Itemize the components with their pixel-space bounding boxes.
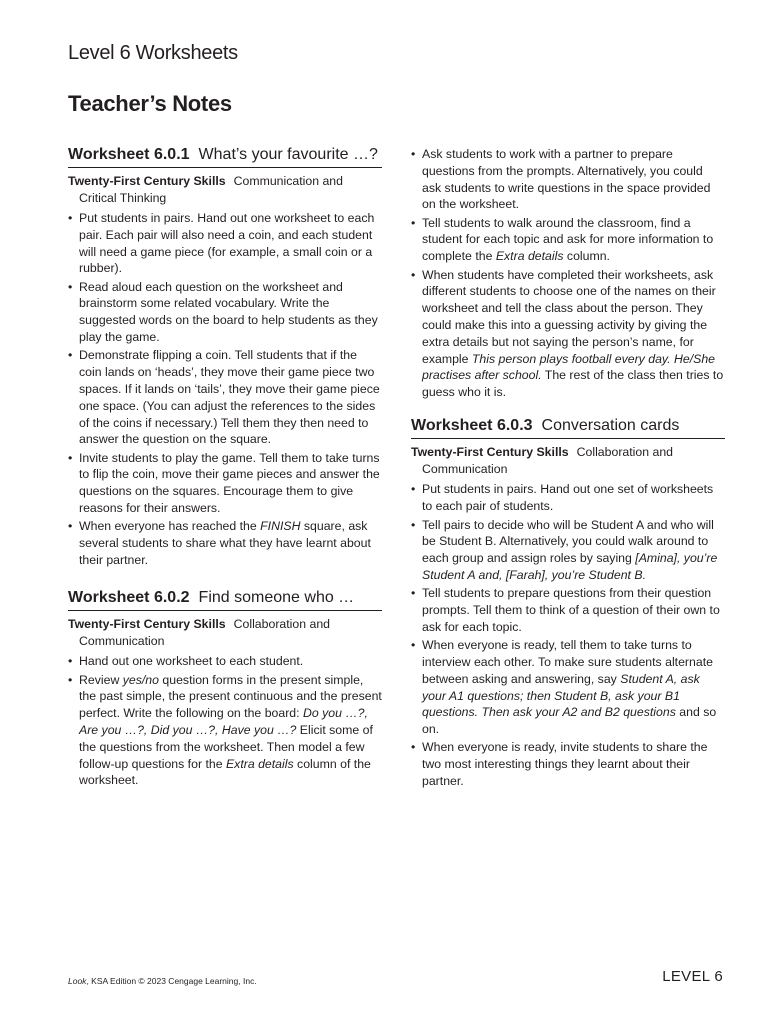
worksheet-title: What’s your favourite …? — [198, 146, 378, 163]
left-column — [68, 145, 382, 791]
text-run: When everyone has reached the — [79, 519, 261, 534]
text-run: When everyone is ready, tell them to take turns to interview each other. To make sure students alternate between asking and answering, say — [422, 638, 713, 686]
text-run: When students have completed their worksheets, ask different students to choose one of the names on their worksheet and tell the class about the person. They could make this into a guessing activity by giving the extra details but not saying the person’s name, for example — [422, 267, 716, 366]
list-item: • Ask students to work with a partner to prepare questions from the prompts. Alternatively, you could ask students to write questions in the space provided on the worksheet. — [411, 146, 725, 213]
skills-label: Twenty-First Century Skills — [68, 617, 226, 632]
text-run: Tell pairs to decide who will be Student A and who will be Student B. Alternatively, you could walk around to each group and assign roles by saying — [422, 517, 714, 566]
instruction-list — [68, 653, 382, 789]
text-run: Tell students to walk around the classroom, find a student for each topic and ask for more information to complete the — [422, 215, 714, 264]
list-item: • Demonstrate flipping a coin. Tell students that if the coin lands on ‘heads’, they move their game piece two spaces. If it lands on ‘tails’, they move their game piece one space. (You can adjust the references to the sides of the coins if necessary.) Tell them they then need to answer the question on the square. — [68, 347, 382, 448]
worksheet-title: Find someone who … — [198, 589, 355, 607]
list-item — [68, 518, 382, 568]
list-item — [411, 637, 725, 738]
skills-value: Collaboration and Communication — [422, 445, 674, 476]
list-item — [411, 267, 725, 401]
text-run: question forms in the present simple, the past simple, the present continuous and the present perfect. Write the following on the board: — [79, 672, 382, 721]
italic-run: Student A, ask your A1 questions; then Student B, ask your B1 questions. Then ask your A2 and B2 questions — [422, 671, 700, 720]
page-header — [68, 42, 238, 117]
list-item — [411, 517, 725, 584]
level-title: Level 6 Worksheets — [68, 42, 238, 64]
italic-run: yes/no — [122, 672, 159, 687]
italic-run: Extra details — [495, 249, 564, 264]
copyright-text: , KSA Edition © 2023 Cengage Learning, Inc. — [86, 976, 257, 986]
italic-run: [Amina], you’re Student A and, [Farah], you’re Student B. — [422, 551, 718, 582]
italic-run: FINISH — [260, 519, 301, 534]
worksheet-number: Worksheet 6.0.2 — [68, 589, 190, 607]
worksheet-heading — [411, 416, 725, 439]
list-item: • When everyone is ready, invite students to share the two most interesting things they learnt about their partner. — [411, 739, 725, 789]
text-run: column of the worksheet. — [79, 756, 371, 788]
italic-run: Do you …?, Are you …?, Did you …?, Have you …? — [79, 706, 368, 737]
list-item — [68, 672, 382, 790]
list-item: • Read aloud each question on the worksheet and brainstorm some related vocabulary. Write the suggested words on the board to help students as they play the game. — [68, 279, 382, 346]
skills-line — [411, 444, 725, 477]
page-title: Teacher’s Notes — [68, 91, 232, 116]
list-item: • Put students in pairs. Hand out one worksheet to each pair. Each pair will also need a coin, and each student will need a game piece (for example, a small coin or a rubber). — [68, 210, 382, 277]
list-item: • Put students in pairs. Hand out one set of worksheets to each pair of students. — [411, 481, 725, 515]
level-footer: LEVEL 6 — [662, 968, 723, 985]
instruction-list — [68, 210, 382, 569]
text-run: and so on. — [422, 705, 717, 737]
list-item — [411, 215, 725, 265]
worksheet-number: Worksheet 6.0.1 — [68, 146, 190, 163]
worksheet-number: Worksheet 6.0.3 — [411, 417, 533, 435]
right-column — [411, 146, 725, 791]
text-run: Review — [79, 672, 123, 687]
worksheet-heading — [68, 145, 382, 168]
italic-run: Extra details — [225, 756, 294, 771]
list-item: • Tell students to prepare questions from their question prompts. Tell them to think of a question of their own to ask for each topic. — [411, 585, 725, 635]
instruction-list — [411, 481, 725, 789]
worksheet-title: Conversation cards — [541, 417, 680, 435]
worksheet-heading — [68, 588, 382, 611]
text-run: square, ask several students to share what they have learnt about their partner. — [79, 519, 371, 567]
list-item: • Invite students to play the game. Tell them to take turns to flip the coin, move their game pieces and answer the questions on the squares. Encourage them to give reasons for their answers. — [68, 450, 382, 517]
text-run: Elicit some of the questions from the worksheet. Then model a few follow-up questions for the — [79, 722, 373, 771]
text-run: The rest of the class then tries to guess who it is. — [422, 368, 724, 400]
instruction-list-continued — [411, 146, 725, 401]
worksheet-6-0-2-section — [68, 588, 382, 789]
worksheet-6-0-3-section — [411, 416, 725, 789]
book-title: Look — [68, 976, 87, 986]
italic-run: This person plays football every day. He/She practises after school. — [422, 351, 716, 383]
skills-label: Twenty-First Century Skills — [68, 174, 226, 188]
skills-value: Collaboration and Communication — [79, 617, 331, 648]
skills-value: Communication and Critical Thinking — [79, 174, 343, 205]
skills-line — [68, 173, 382, 206]
skills-line — [68, 616, 382, 649]
worksheet-6-0-1-section — [68, 145, 382, 569]
text-run: column. — [563, 249, 610, 264]
copyright-footer — [68, 976, 257, 986]
skills-label: Twenty-First Century Skills — [411, 445, 569, 460]
list-item: • Hand out one worksheet to each student. — [68, 653, 382, 670]
